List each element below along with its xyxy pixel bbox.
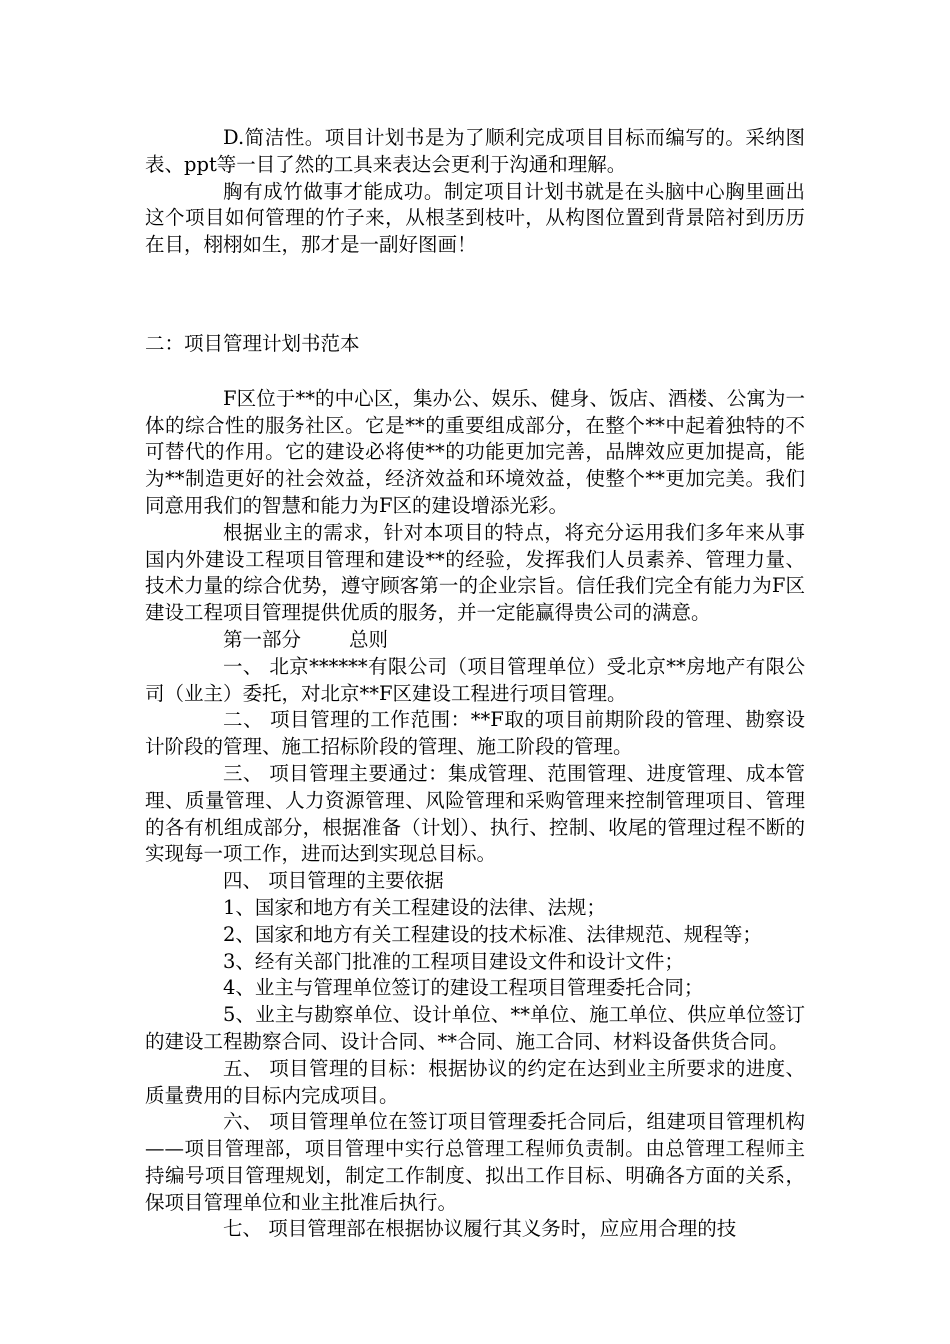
list-item: 1、国家和地方有关工程建设的法律、法规；	[223, 895, 606, 919]
section-heading: 二：项目管理计划书范本	[145, 331, 360, 355]
part-label: 第一部分	[223, 627, 302, 651]
list-item: 四、 项目管理的主要依据	[223, 869, 444, 893]
list-item: 5、业主与勘察单位、设计单位、**单位、施工单位、供应单位签订的建设工程勘察合同、设计合同、**合同、施工合同、材料设备供货合同。	[145, 1003, 805, 1053]
paragraph-f-district: F区位于**的中心区，集办公、娱乐、健身、饭店、酒楼、公寓为一体的综合性的服务社区。它是**的重要组成部分，在整个**中起着独特的不可替代的作用。它的建设必将使**的功能更加完善，品牌效应更加提高，能为**制造更好的社会效益，经济效益和环境效益，使整个**更加完美。我们同意用我们的智慧和能力为F区的建设增添光彩。	[145, 386, 805, 517]
list-item: 二、 项目管理的工作范围：**F取的项目前期阶段的管理、勘察设计阶段的管理、施工招标阶段的管理、施工阶段的管理。	[145, 708, 805, 759]
document-page	[145, 125, 805, 1243]
list-item: 4、业主与管理单位签订的建设工程项目管理委托合同；	[223, 976, 704, 1000]
part-title: 总则	[349, 627, 389, 651]
spacer	[145, 259, 805, 331]
list-item: 七、 项目管理部在根据协议履行其义务时，应应用合理的技	[223, 1217, 737, 1241]
part-heading	[145, 627, 805, 654]
list-item: 五、 项目管理的目标：根据协议的约定在达到业主所要求的进度、质量费用的目标内完成项目。	[145, 1056, 805, 1107]
list-item: 三、 项目管理主要通过：集成管理、范围管理、进度管理、成本管理、质量管理、人力资源管理、风险管理和采购管理来控制管理项目、管理的各有机组成部分，根据准备（计划）、执行、控制、收尾的管理过程不断的实现每一项工作，进而达到实现总目标。	[145, 761, 805, 866]
list-item: 2、国家和地方有关工程建设的技术标准、法律规范、规程等；	[223, 922, 762, 946]
paragraph-owner-needs: 根据业主的需求，针对本项目的特点，将充分运用我们多年来从事国内外建设工程项目管理和建设**的经验，发挥我们人员素养、管理力量、技术力量的综合优势，遵守顾客第一的企业宗旨。信任我们完全有能力为F区建设工程项目管理提供优质的服务，并一定能赢得贵公司的满意。	[145, 520, 805, 625]
spacer	[145, 358, 805, 386]
list-item: 3、经有关部门批准的工程项目建设文件和设计文件；	[223, 949, 684, 973]
list-item: 一、 北京******有限公司（项目管理单位）受北京**房地产有限公司（业主）委托，对北京**F区建设工程进行项目管理。	[145, 654, 805, 705]
list-item: 六、 项目管理单位在签订项目管理委托合同后，组建项目管理机构——项目管理部，项目管理中实行总管理工程师负责制。由总管理工程师主持编号项目管理规划，制定工作制度、拟出工作目标、明确各方面的关系，保项目管理单位和业主批准后执行。	[145, 1110, 805, 1214]
paragraph-conciseness: D.简洁性。项目计划书是为了顺利完成项目目标而编写的。采纳图表、ppt等一目了然的工具来表达会更利于沟通和理解。	[145, 126, 805, 176]
paragraph-bamboo: 胸有成竹做事才能成功。制定项目计划书就是在头脑中心胸里画出这个项目如何管理的竹子来，从根茎到枝叶，从构图位置到背景陪衬到历历在目，栩栩如生，那才是一副好图画！	[145, 179, 805, 257]
